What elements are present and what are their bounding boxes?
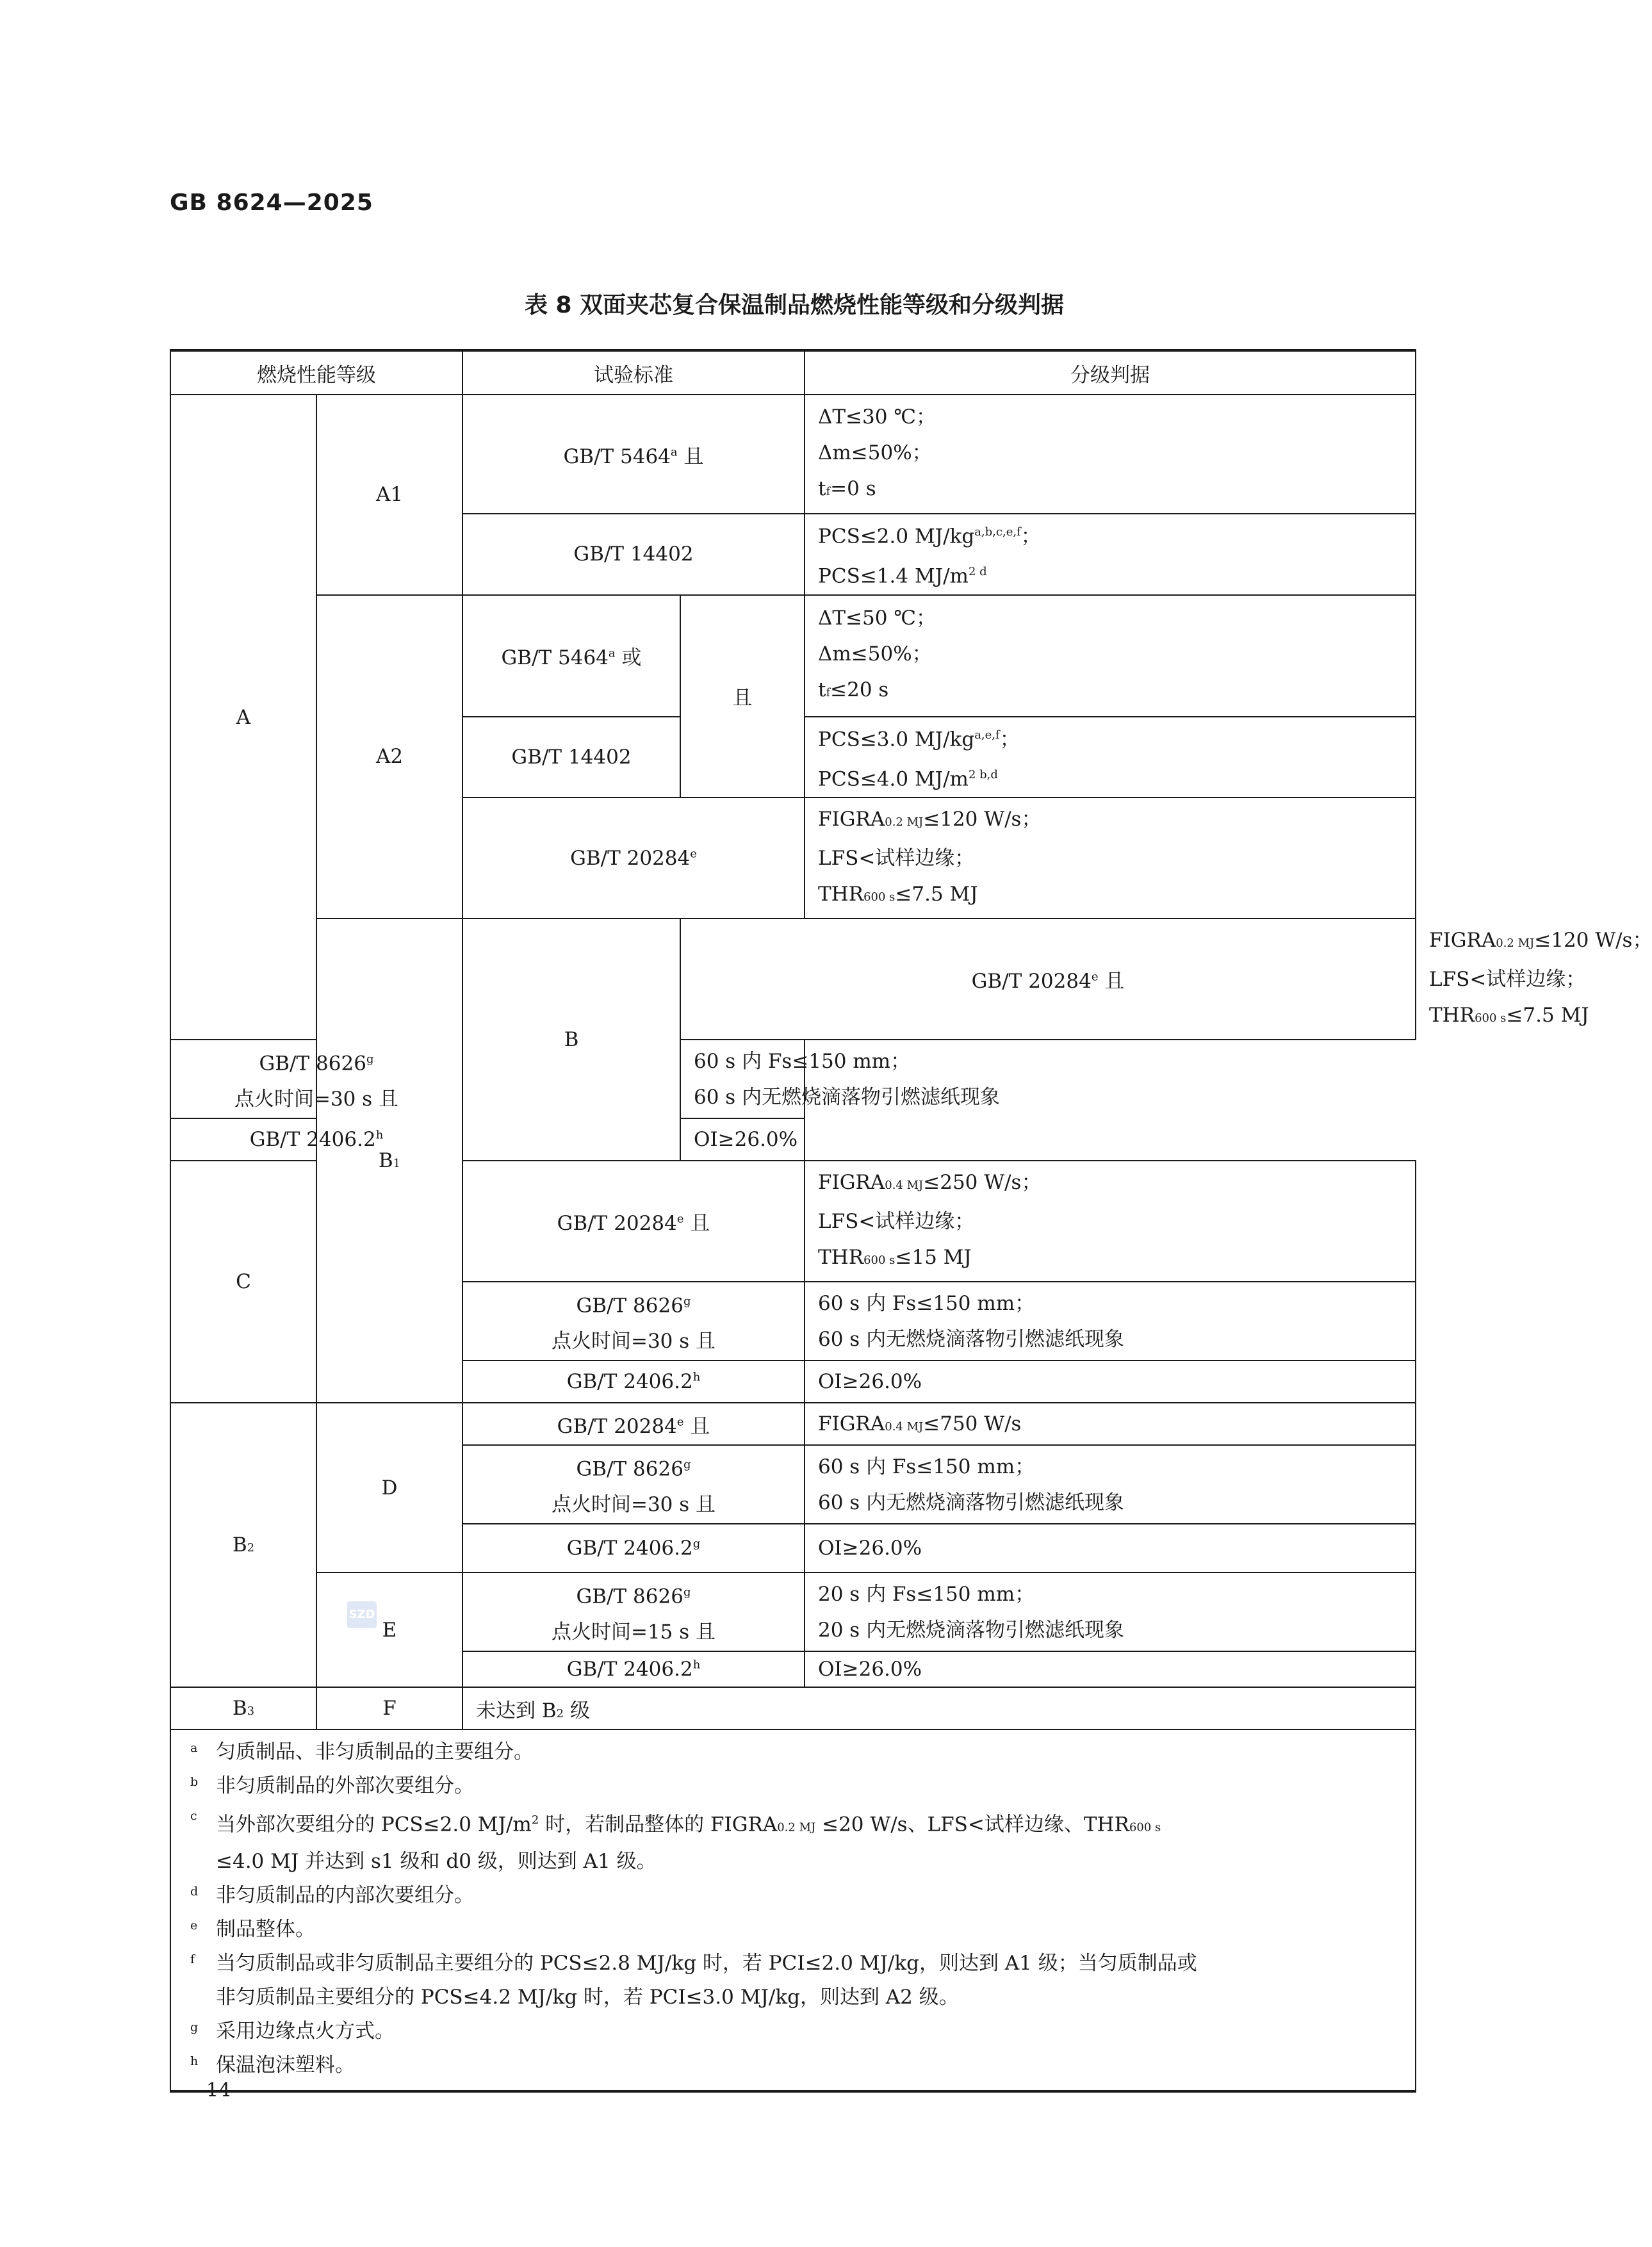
standard-cell: GB/T 5464$^a$ 且: [462, 395, 805, 514]
classification-table: [170, 349, 1652, 2093]
criteria-cell: OI≥26.0%: [805, 1360, 1416, 1403]
class-f-criteria: 未达到 B2 级: [462, 1687, 1416, 1729]
header-criteria: 分级判据: [805, 350, 1416, 395]
class-b3: B3: [170, 1687, 316, 1729]
standard-cell: GB/T 2406.2$^h$: [462, 1651, 805, 1687]
class-a: A: [170, 395, 316, 1040]
criteria-cell: 60 s 内 Fs≤150 mm； 60 s 内无燃烧滴落物引燃滤纸现象: [805, 1445, 1416, 1524]
criteria-cell: 60 s 内 Fs≤150 mm； 60 s 内无燃烧滴落物引燃滤纸现象: [805, 1282, 1416, 1360]
standard-code: GB 8624—2025: [170, 190, 373, 216]
standard-cell: GB/T 2406.2$^g$: [462, 1524, 805, 1573]
standard-cell: GB/T 8626$^g$ 点火时间=30 s 且: [462, 1282, 805, 1360]
standard-cell: GB/T 2406.2$^h$: [170, 1118, 462, 1161]
criteria-cell: OI≥26.0%: [680, 1118, 805, 1161]
criteria-cell: FIGRA0.2 MJ≤120 W/s； LFS<试样边缘； THR600 s≤7.5 MJ: [805, 797, 1416, 919]
class-b: B: [462, 919, 680, 1161]
header-standard: 试验标准: [462, 350, 805, 395]
criteria-cell: ΔT≤30 ℃； Δm≤50%； tf=0 s: [805, 395, 1416, 514]
watermark-logo: SZD: [347, 1601, 377, 1628]
criteria-cell: 20 s 内 Fs≤150 mm； 20 s 内无燃烧滴落物引燃滤纸现象: [805, 1573, 1416, 1651]
page-number: 14: [206, 2079, 231, 2102]
criteria-cell: 60 s 内 Fs≤150 mm； 60 s 内无燃烧滴落物引燃滤纸现象: [680, 1040, 805, 1118]
criteria-cell: FIGRA0.4 MJ≤750 W/s: [805, 1403, 1416, 1445]
class-a1: A1: [316, 395, 462, 595]
criteria-cell: OI≥26.0%: [805, 1651, 1416, 1687]
criteria-cell: PCS≤2.0 MJ/kg$^{a,b,c,e,f}$； PCS≤1.4 $MJ/m^{2 d}$: [805, 514, 1416, 595]
standard-cell: GB/T 14402: [462, 717, 680, 798]
header-level: 燃烧性能等级: [170, 350, 462, 395]
standard-cell: GB/T 8626$^g$ 点火时间=15 s 且: [462, 1573, 805, 1651]
note-c: c 当外部次要组分的 PCS≤2.0 $MJ/m^2$ 时，若制品整体的 FIGRA0.2 MJ ≤20 W/s、LFS<试样边缘、THR600 s ≤4.0 MJ 并达到 s1 级和 d0 级，则达到 A1 级。: [190, 1809, 1161, 1873]
and-joiner: 且: [680, 595, 805, 798]
note-g: g 采用边缘点火方式。: [190, 2019, 395, 2043]
standard-cell: GB/T 2406.2$^h$: [462, 1360, 805, 1403]
class-f: F: [316, 1687, 462, 1729]
standard-cell: GB/T 20284e 且: [462, 1161, 805, 1282]
note-b: b 非匀质制品的外部次要组分。: [190, 1774, 474, 1798]
standard-cell: GB/T 5464$^a$ 或: [462, 595, 680, 717]
standard-cell: GB/T 8626$^g$ 点火时间=30 s 且: [170, 1040, 462, 1118]
table-row: [170, 1118, 1416, 1161]
standard-cell: GB/T 14402: [462, 514, 805, 595]
table-row: [170, 1403, 1416, 1445]
criteria-cell: FIGRA0.4 MJ≤250 W/s； LFS<试样边缘； THR600 s≤15 MJ: [805, 1161, 1416, 1282]
standard-cell: GB/T 20284e 且: [462, 1403, 805, 1445]
criteria-cell: PCS≤3.0 MJ/kg$^{a,e,f}$； PCS≤4.0 $MJ/m^{2 b,d}$: [805, 717, 1416, 798]
note-d: d 非匀质制品的内部次要组分。: [190, 1883, 474, 1907]
table-row: [170, 1687, 1416, 1729]
note-e: e 制品整体。: [190, 1917, 315, 1941]
class-b1: B1: [316, 919, 462, 1403]
criteria-cell: ΔT≤50 ℃； Δm≤50%； tf≤20 s: [805, 595, 1416, 717]
class-c: C: [170, 1161, 316, 1403]
table-row: [170, 1040, 1416, 1118]
notes-row: [170, 1729, 1416, 2091]
table-header-row: [170, 350, 1416, 395]
table-notes: [170, 1729, 1416, 2091]
standard-cell: GB/T 20284e: [462, 797, 805, 919]
standard-cell: GB/T 20284e 且: [680, 919, 1416, 1040]
class-d: D: [316, 1403, 462, 1573]
table-caption: 表 8 双面夹芯复合保温制品燃烧性能等级和分级判据: [524, 292, 1065, 318]
table-row: [170, 395, 1416, 514]
table-row: [170, 595, 1416, 717]
criteria-cell: OI≥26.0%: [805, 1524, 1416, 1573]
note-h: h 保温泡沫塑料。: [190, 2053, 355, 2077]
note-f: f 当匀质制品或非匀质制品主要组分的 PCS≤2.8 MJ/kg 时，若 PCI≤2.0 MJ/kg，则达到 A1 级；当匀质制品或 非匀质制品主要组分的 PCS≤4.2 MJ/kg 时，若 PCI≤3.0 MJ/kg，则达到 A2 级。: [190, 1951, 1197, 2009]
table-row: B1 B GB/T 20284e 且 FIGRA0.2 MJ≤120 W/s； LFS<试样边缘； THR600 s≤7.5 MJ: [170, 919, 1416, 1040]
class-e: E: [316, 1573, 462, 1687]
class-b2: B2: [170, 1403, 316, 1687]
standard-cell: GB/T 8626$^g$ 点火时间=30 s 且: [462, 1445, 805, 1524]
note-a: a 匀质制品、非匀质制品的主要组分。: [190, 1740, 534, 1764]
class-a2: A2: [316, 595, 462, 919]
